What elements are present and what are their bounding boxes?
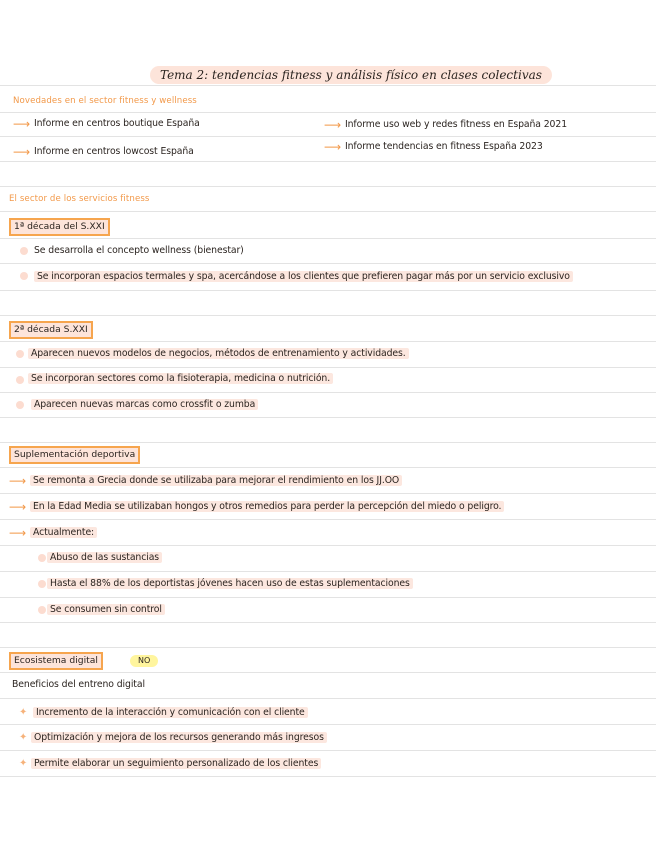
suplementacion-label: Suplementación deportiva	[9, 446, 140, 464]
divider	[0, 315, 656, 316]
list-item: Informe tendencias en fitness España 2023	[345, 141, 543, 152]
highlighted-text: Permite elaborar un seguimiento personalizado de los clientes	[31, 758, 321, 769]
list-item	[31, 758, 321, 770]
divider	[0, 290, 656, 291]
divider	[0, 776, 656, 777]
arrow-right-icon: ⟶	[324, 140, 342, 154]
divider	[0, 622, 656, 623]
list-item: Informe en centros boutique España	[34, 118, 200, 129]
sub-list-item	[47, 578, 413, 590]
list-item	[30, 527, 97, 539]
section-heading-sector: El sector de los servicios fitness	[9, 194, 150, 204]
divider	[0, 367, 656, 368]
list-item	[28, 373, 333, 385]
decade-label-2: 2ª década S.XXI	[9, 321, 93, 339]
arrow-right-icon: ⟶	[13, 145, 31, 159]
divider	[0, 238, 656, 239]
divider	[0, 85, 656, 86]
highlighted-text: Se consumen sin control	[47, 604, 165, 615]
divider	[0, 341, 656, 342]
bullet-dot-icon	[16, 350, 24, 358]
list-item: Se desarrolla el concepto wellness (bienestar)	[34, 245, 244, 256]
status-badge: NO	[130, 655, 158, 667]
divider	[0, 467, 656, 468]
highlighted-text: Aparecen nuevas marcas como crossfit o zumba	[31, 399, 258, 410]
list-item	[30, 501, 504, 513]
page-title: Tema 2: tendencias fitness y análisis físico en clases colectivas	[150, 66, 552, 84]
highlighted-text: Aparecen nuevos modelos de negocios, métodos de entrenamiento y actividades.	[28, 348, 409, 359]
sparkle-icon: ✦	[19, 758, 28, 769]
list-item	[28, 348, 409, 360]
bullet-dot-icon	[16, 376, 24, 384]
bullet-dot-icon	[20, 272, 28, 280]
highlighted-text: Abuso de las sustancias	[47, 552, 162, 563]
divider	[0, 647, 656, 648]
divider	[0, 750, 656, 751]
arrow-right-icon: ⟶	[324, 118, 342, 132]
highlighted-text: Se incorporan sectores como la fisioterapia, medicina o nutrición.	[28, 373, 333, 384]
divider	[0, 186, 656, 187]
divider	[0, 597, 656, 598]
highlighted-text: Hasta el 88% de los deportistas jóvenes hacen uso de estas suplementaciones	[47, 578, 413, 589]
divider	[0, 493, 656, 494]
arrow-right-icon: ⟶	[9, 500, 27, 514]
highlighted-text: Incremento de la interacción y comunicación con el cliente	[33, 707, 308, 718]
sub-list-item	[47, 552, 162, 564]
highlighted-text: En la Edad Media se utilizaban hongos y otros remedios para perder la percepción del miedo o peligro.	[30, 501, 504, 512]
divider	[0, 519, 656, 520]
divider	[0, 571, 656, 572]
list-item	[33, 707, 308, 719]
divider	[0, 417, 656, 418]
arrow-right-icon: ⟶	[9, 474, 27, 488]
divider	[0, 724, 656, 725]
list-item	[30, 475, 402, 487]
highlighted-text: Optimización y mejora de los recursos generando más ingresos	[31, 732, 327, 743]
highlighted-text: Actualmente:	[30, 527, 97, 538]
sparkle-icon: ✦	[19, 732, 28, 743]
list-item: Informe en centros lowcost España	[34, 146, 194, 157]
divider	[0, 672, 656, 673]
divider	[0, 112, 656, 113]
divider	[0, 545, 656, 546]
bullet-dot-icon	[38, 606, 46, 614]
bullet-dot-icon	[38, 554, 46, 562]
divider	[0, 392, 656, 393]
arrow-right-icon: ⟶	[9, 526, 27, 540]
subheading: Beneficios del entreno digital	[12, 679, 145, 690]
section-heading-novedades: Novedades en el sector fitness y wellness	[13, 96, 197, 106]
list-item	[31, 732, 327, 744]
divider	[0, 442, 656, 443]
highlighted-text: Se remonta a Grecia donde se utilizaba para mejorar el rendimiento en los JJ.OO	[30, 475, 402, 486]
divider	[0, 263, 656, 264]
sparkle-icon: ✦	[19, 707, 28, 718]
highlighted-text: Se incorporan espacios termales y spa, acercándose a los clientes que prefieren pagar más por un servicio exclusivo	[34, 271, 573, 282]
decade-label-1: 1ª década del S.XXI	[9, 218, 110, 236]
divider	[0, 136, 656, 137]
ecosistema-label: Ecosistema digital	[9, 652, 103, 670]
divider	[0, 211, 656, 212]
list-item	[31, 399, 258, 411]
list-item: Informe uso web y redes fitness en España 2021	[345, 119, 568, 130]
arrow-right-icon: ⟶	[13, 117, 31, 131]
bullet-dot-icon	[16, 401, 24, 409]
bullet-dot-icon	[38, 580, 46, 588]
sub-list-item	[47, 604, 165, 616]
divider	[0, 161, 656, 162]
bullet-dot-icon	[20, 247, 28, 255]
list-item	[34, 271, 573, 283]
divider	[0, 698, 656, 699]
